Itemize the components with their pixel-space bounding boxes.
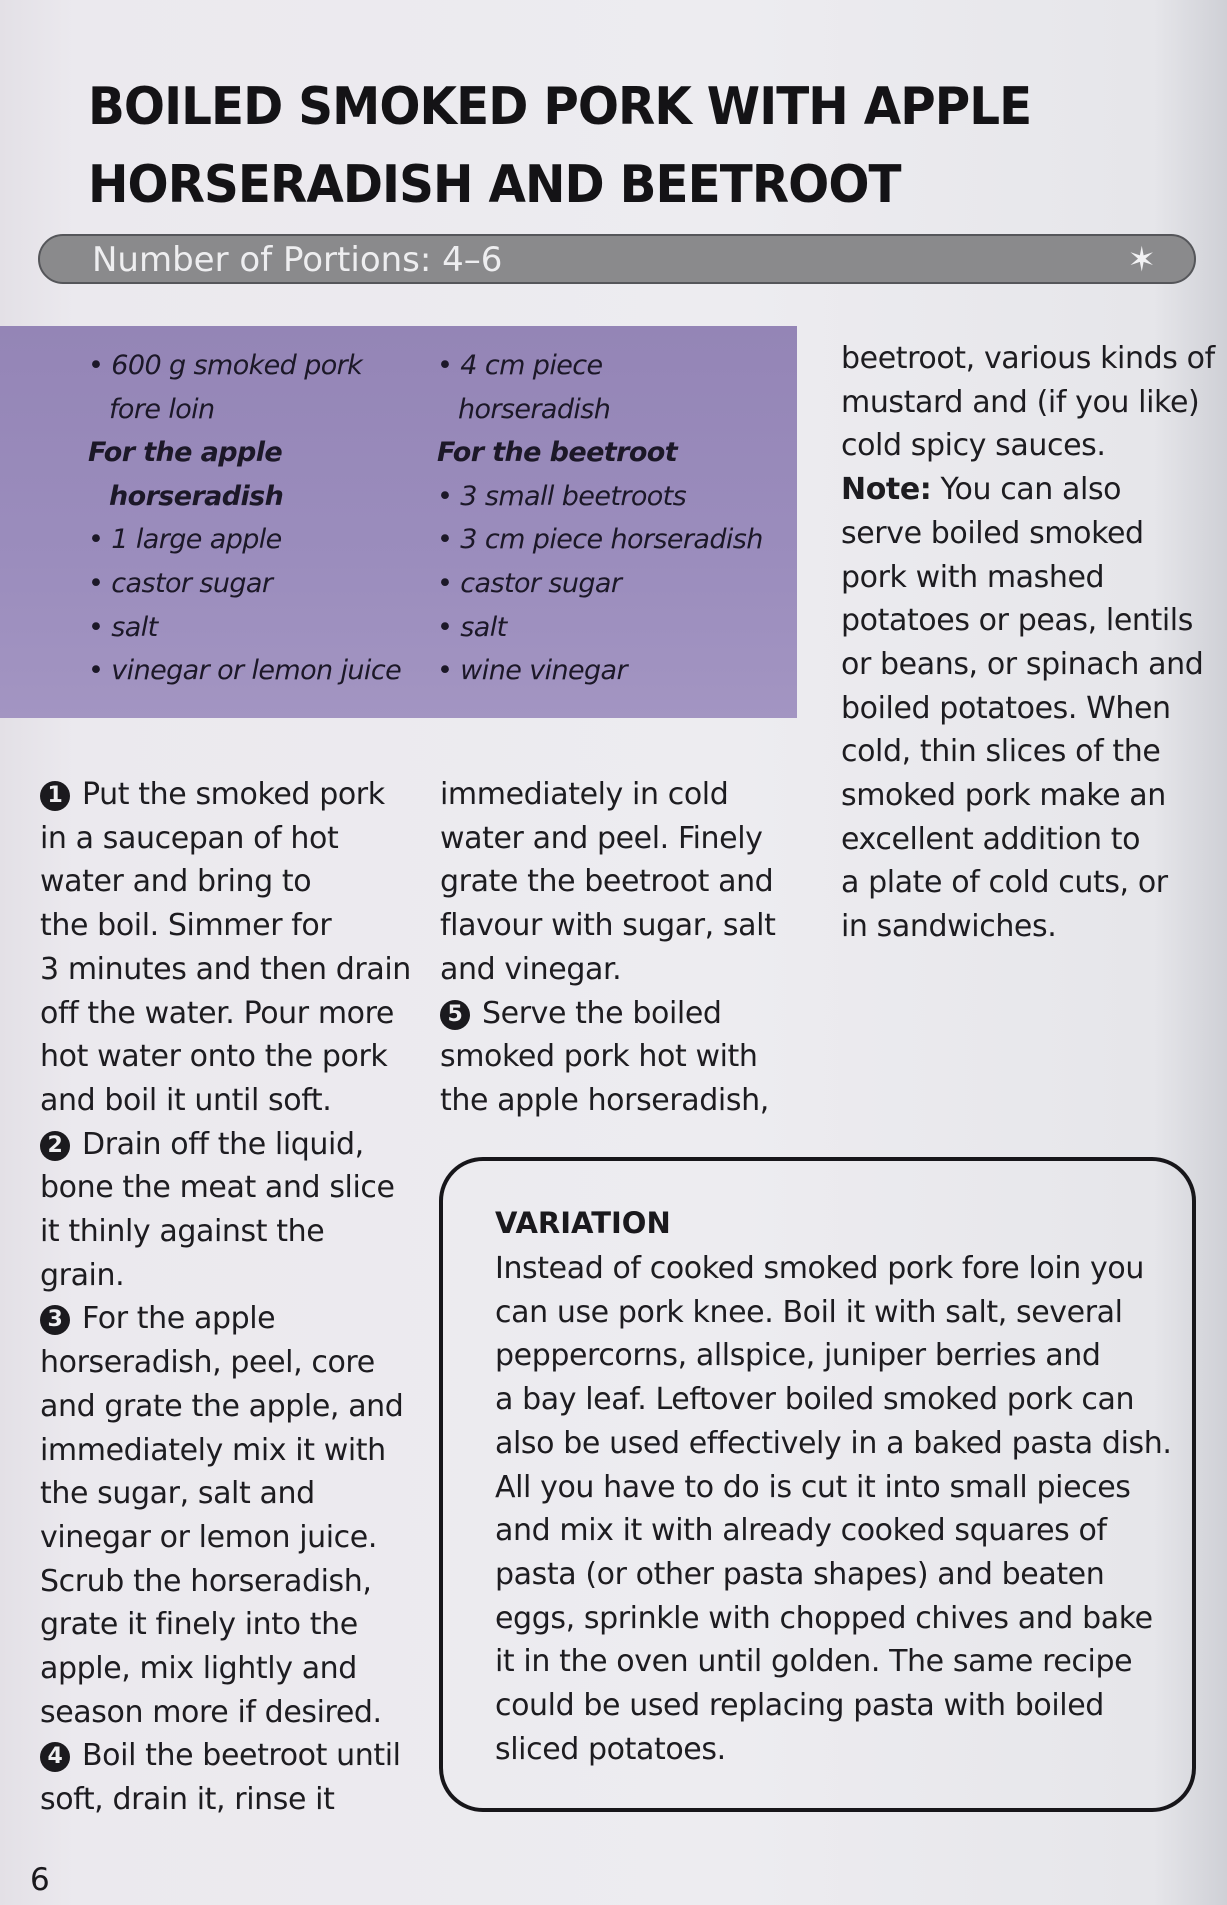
method-line: 2 Drain off the liquid, <box>40 1123 411 1167</box>
ingredient-item: • 1 large apple <box>88 524 282 556</box>
step-number-icon: 3 <box>40 1305 70 1335</box>
ingredient-heading: For the apple <box>88 437 283 469</box>
method-line: mustard and (if you like) <box>841 384 1200 420</box>
method-column-1 <box>40 773 411 1822</box>
ingredient-item: • salt <box>88 611 158 643</box>
method-line: vinegar or lemon juice. <box>40 1519 377 1555</box>
method-line: smoked pork hot with <box>440 1039 758 1075</box>
ingredients-left-column <box>88 344 428 693</box>
method-line: soft, drain it, rinse it <box>40 1782 335 1818</box>
method-line: 1 Put the smoked pork <box>40 773 411 817</box>
title-line-2: HORSERADISH AND BEETROOT <box>88 155 901 215</box>
ingredients-right-column <box>437 344 777 693</box>
method-line: beetroot, various kinds of <box>841 341 1215 376</box>
method-line: Note: You can also <box>841 472 1122 508</box>
star-icon: ✶ <box>1127 240 1156 280</box>
variation-line: Instead of cooked smoked pork fore loin you <box>495 1251 1144 1286</box>
method-line: excellent addition to <box>841 821 1141 857</box>
method-column-2 <box>440 773 775 1123</box>
method-line: the apple horseradish, <box>440 1082 769 1118</box>
ingredient-item: • wine vinegar <box>437 655 627 687</box>
variation-line: and mix it with already cooked squares of <box>495 1513 1107 1549</box>
method-line: 3 For the apple <box>40 1297 411 1341</box>
method-line: and vinegar. <box>440 951 622 987</box>
variation-line: can use pork knee. Boil it with salt, several <box>495 1294 1123 1330</box>
variation-line: All you have to do is cut it into small pieces <box>495 1469 1131 1505</box>
method-line: immediately mix it with <box>40 1432 386 1468</box>
method-line: horseradish, peel, core <box>40 1345 375 1381</box>
method-line: potatoes or peas, lentils <box>841 603 1193 639</box>
method-line: water and peel. Finely <box>440 820 763 856</box>
ingredient-item: fore loin <box>109 393 215 425</box>
method-line: it thinly against the <box>40 1214 325 1250</box>
method-line: cold spicy sauces. <box>841 428 1106 464</box>
method-line: season more if desired. <box>40 1694 382 1730</box>
page-number: 6 <box>30 1862 50 1898</box>
ingredient-item: • vinegar or lemon juice <box>88 655 402 687</box>
portions-bar <box>38 234 1196 284</box>
method-line: in sandwiches. <box>841 909 1057 945</box>
method-line: immediately in cold <box>440 777 729 812</box>
method-line: pork with mashed <box>841 559 1105 595</box>
method-line: 5 Serve the boiled <box>440 992 775 1036</box>
method-line: serve boiled smoked <box>841 515 1144 551</box>
portions-label: Number of Portions: 4–6 <box>92 240 503 280</box>
ingredient-heading: For the beetroot <box>437 437 678 469</box>
ingredient-item: • castor sugar <box>437 567 622 599</box>
note-label: Note: <box>841 472 932 508</box>
ingredient-item: • salt <box>437 611 507 643</box>
method-line: grate it finely into the <box>40 1607 358 1643</box>
ingredient-item: • 600 g smoked pork <box>88 350 363 381</box>
step-number-icon: 5 <box>440 1000 470 1030</box>
variation-text <box>495 1247 1172 1771</box>
ingredient-item: • 4 cm piece <box>437 350 603 381</box>
ingredient-item: horseradish <box>458 393 611 425</box>
variation-line: also be used effectively in a baked pasta dish. <box>495 1425 1172 1461</box>
title-line-1: BOILED SMOKED PORK WITH APPLE <box>88 77 1032 137</box>
method-line: flavour with sugar, salt <box>440 908 776 944</box>
variation-line: peppercorns, allspice, juniper berries and <box>495 1338 1101 1374</box>
ingredients-panel <box>0 326 797 718</box>
method-line: hot water onto the pork <box>40 1039 388 1075</box>
method-line: boiled potatoes. When <box>841 690 1171 726</box>
method-line: the sugar, salt and <box>40 1476 315 1512</box>
recipe-title <box>88 68 1032 224</box>
method-line: grain. <box>40 1257 125 1293</box>
ingredient-item: • castor sugar <box>88 567 273 599</box>
method-line: apple, mix lightly and <box>40 1651 357 1687</box>
step-number-icon: 4 <box>40 1742 70 1772</box>
method-line: off the water. Pour more <box>40 995 394 1031</box>
step-number-icon: 1 <box>40 781 70 811</box>
ingredient-item: • 3 cm piece horseradish <box>437 524 763 556</box>
method-line: the boil. Simmer for <box>40 908 332 944</box>
method-line: grate the beetroot and <box>440 864 774 900</box>
variation-line: eggs, sprinkle with chopped chives and bake <box>495 1600 1153 1636</box>
method-line: and grate the apple, and <box>40 1388 404 1424</box>
variation-line: sliced potatoes. <box>495 1731 726 1767</box>
method-line: bone the meat and slice <box>40 1170 395 1206</box>
method-line: 4 Boil the beetroot until <box>40 1734 411 1778</box>
method-line: in a saucepan of hot <box>40 820 339 856</box>
ingredient-heading: horseradish <box>109 480 284 512</box>
variation-line: it in the oven until golden. The same recipe <box>495 1644 1133 1680</box>
method-column-3 <box>841 337 1215 949</box>
method-line: smoked pork make an <box>841 778 1166 814</box>
method-line: Scrub the horseradish, <box>40 1563 372 1599</box>
variation-box <box>439 1157 1196 1812</box>
variation-title: VARIATION <box>495 1206 671 1240</box>
method-line: a plate of cold cuts, or <box>841 865 1168 901</box>
variation-line: could be used replacing pasta with boiled <box>495 1688 1104 1724</box>
method-line: and boil it until soft. <box>40 1082 332 1118</box>
variation-line: pasta (or other pasta shapes) and beaten <box>495 1556 1105 1592</box>
method-line: water and bring to <box>40 864 312 900</box>
step-number-icon: 2 <box>40 1131 70 1161</box>
method-line: cold, thin slices of the <box>841 734 1161 770</box>
method-line: 3 minutes and then drain <box>40 951 411 987</box>
ingredient-item: • 3 small beetroots <box>437 480 687 512</box>
variation-line: a bay leaf. Leftover boiled smoked pork can <box>495 1382 1135 1418</box>
method-line: or beans, or spinach and <box>841 646 1204 682</box>
